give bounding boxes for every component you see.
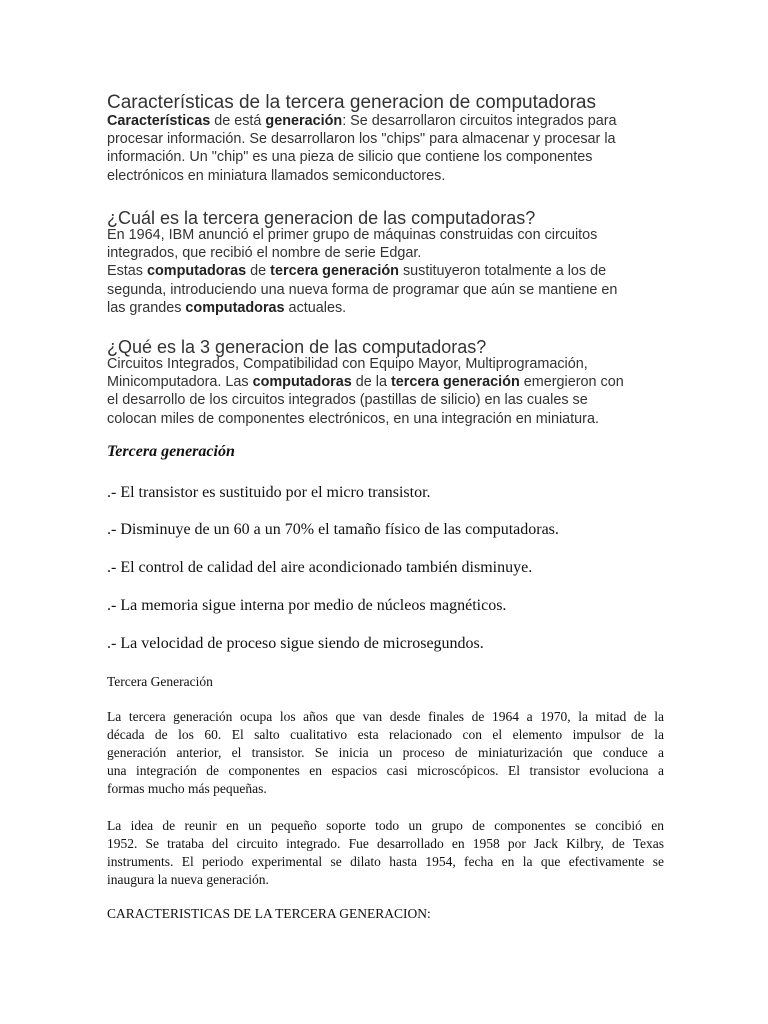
list-item: .- El transistor es sustituido por el micro transistor.: [107, 484, 431, 501]
list-item: .- La velocidad de proceso sigue siendo de microsegundos.: [107, 635, 484, 652]
list-item: .- La memoria sigue interna por medio de núcleos magnéticos.: [107, 597, 507, 614]
bold-term: tercera generación: [270, 263, 399, 280]
tercera-generacion-title: Tercera generación: [107, 443, 235, 460]
history-title: Tercera Generación: [107, 674, 213, 689]
paragraph-line: una integración de componentes en espacios casi microscópicos. El transistor evoluciona a: [107, 763, 664, 779]
section1-paragraph: [107, 112, 617, 185]
paragraph-line: La idea de reunir en un pequeño soporte todo un grupo de componentes se concibió en: [107, 818, 664, 833]
section2-paragraph: [107, 226, 617, 317]
section3-line-1: Circuitos Integrados, Compatibilidad con Equipo Mayor, Multiprogramación,: [107, 356, 588, 372]
bold-term: Características: [107, 113, 211, 129]
bold-term: generación: [265, 113, 343, 129]
paragraph-line: 1952. Se trataba del circuito integrado. Fue desarrollado en 1958 por Jack Kilbry, de Texas: [107, 836, 664, 852]
section3-line-3: el desarrollo de los circuitos integrados (pastillas de silicio) en las cuales se: [107, 392, 588, 409]
paragraph-line: La tercera generación ocupa los años que van desde finales de 1964 a 1970, la mitad de la: [107, 709, 664, 724]
section3-heading: ¿Qué es la 3 generacion de las computadoras?: [107, 337, 487, 357]
section1-line-4: electrónicos en miniatura llamados semiconductores.: [107, 167, 446, 184]
history-paragraph-2: [107, 817, 664, 889]
section1-line-1: Características de está generación: Se desarrollaron circuitos integrados para: [107, 113, 617, 129]
section3-line-4: colocan miles de componentes electrónicos, en una integración en miniatura.: [107, 410, 599, 427]
list-item: .- El control de calidad del aire acondicionado también disminuye.: [107, 559, 533, 576]
section3-line-2: Minicomputadora. Las computadoras de la tercera generación emergieron con: [107, 374, 624, 391]
section2-line-3: Estas computadoras de tercera generación sustituyeron totalmente a los de: [107, 263, 607, 280]
bold-term: computadoras: [185, 299, 285, 316]
bold-term: computadoras: [252, 374, 352, 391]
paragraph-line: formas mucho más pequeñas.: [107, 781, 267, 797]
history-paragraph-1: [107, 708, 664, 798]
bold-term: computadoras: [147, 263, 247, 280]
bold-term: tercera generación: [390, 374, 520, 391]
list-item: .- Disminuye de un 60 a un 70% el tamaño físico de las computadoras.: [107, 521, 559, 538]
paragraph-line: década de los 60. El salto cualitativo esta relacionado con el elemento impulsor de la: [107, 727, 664, 743]
paragraph-line: instruments. El periodo experimental se dilato hasta 1954, fecha en la que efectivamente se: [107, 854, 664, 870]
section2-heading: ¿Cuál es la tercera generacion de las computadoras?: [107, 208, 536, 228]
section2-line-5: las grandes computadoras actuales.: [107, 299, 347, 316]
section2-line-1: En 1964, IBM anunció el primer grupo de máquinas construidas con circuitos: [107, 227, 598, 243]
characteristics-heading: CARACTERISTICAS DE LA TERCERA GENERACION:: [107, 906, 431, 921]
section1-line-2: procesar información. Se desarrollaron los "chips" para almacenar y procesar la: [107, 131, 616, 148]
paragraph-line: inaugura la nueva generación.: [107, 872, 269, 888]
section2-line-4: segunda, introduciendo una nueva forma de programar que aún se mantiene en: [107, 281, 618, 298]
section1-line-3: información. Un "chip" es una pieza de silicio que contiene los componentes: [107, 149, 593, 166]
section1-heading: Características de la tercera generacion de computadoras: [107, 92, 596, 113]
paragraph-line: generación anterior, el transistor. Se inicia un proceso de miniaturización que conduce a: [107, 745, 664, 761]
section3-paragraph: [107, 355, 624, 428]
section2-line-2: integrados, que recibió el nombre de serie Edgar.: [107, 245, 422, 262]
